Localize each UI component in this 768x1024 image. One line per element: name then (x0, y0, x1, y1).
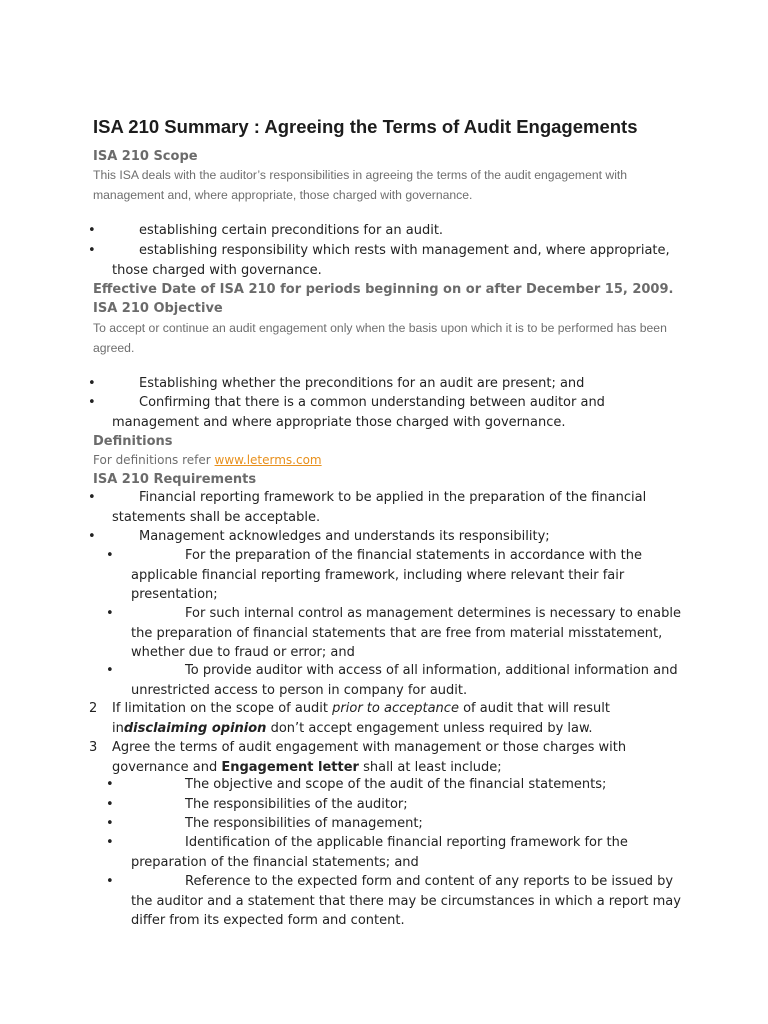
bullet-marker: • (106, 548, 114, 563)
requirement-numbered-3: 3 Agree the terms of audit engagement with management or those charges with governance and Engagement letter shall at least include; (89, 740, 627, 775)
objective-text: To accept or continue an audit engagement only when the basis upon which it is to be performed has been agreed. (93, 321, 667, 355)
requirement-numbered-2: 2 If limitation on the scope of audit prior to acceptance of audit that will result indisclaiming opinion don’t accept engagement unless required by law. (89, 701, 610, 736)
bullet-marker: • (106, 797, 114, 812)
effective-date: Effective Date of ISA 210 for periods beginning on or after December 15, 2009. (93, 282, 674, 297)
letter-sub-item-1: • The objective and scope of the audit of the financial statements; (131, 775, 683, 795)
requirement-sub-item-3: • To provide auditor with access of all information, additional information and unrestricted access to person in company for audit. (106, 663, 678, 698)
bullet-marker: • (106, 816, 114, 831)
number-marker: 3 (89, 740, 98, 755)
bullet-marker: • (106, 777, 114, 792)
bullet-marker: • (106, 835, 114, 850)
definitions-text: For definitions refer www.leterms.com (93, 453, 322, 467)
bullet-marker: • (106, 606, 114, 621)
scope-text: This ISA deals with the auditor’s responsibilities in agreeing the terms of the audit engagement with management and, where appropriate, those charged with governance. (93, 168, 628, 202)
requirement-sub-item-1: • For the preparation of the financial statements in accordance with the applicable financial reporting framework, including where relevant their fair presentation; (106, 548, 642, 602)
definitions-link[interactable]: www.leterms.com (214, 453, 322, 467)
objective-heading: ISA 210 Objective (93, 301, 223, 316)
requirement-item-1: • Financial reporting framework to be applied in the preparation of the financial statements shall be acceptable. (88, 490, 647, 525)
bullet-marker: • (88, 529, 96, 544)
scope-heading: ISA 210 Scope (93, 149, 198, 164)
objective-bullet-2: • Confirming that there is a common understanding between auditor and management and where appropriate those charged with governance. (88, 395, 605, 430)
requirements-heading: ISA 210 Requirements (93, 472, 257, 487)
requirement-sub-item-2: • For such internal control as management determines is necessary to enable the preparation of financial statements that are free from material misstatement, whether due to fraud or error; and (106, 606, 681, 660)
bullet-marker: • (88, 243, 96, 258)
page-title: ISA 210 Summary : Agreeing the Terms of Audit Engagements (93, 116, 638, 137)
letter-sub-item-3: • The responsibilities of management; (131, 814, 683, 834)
letter-sub-item-5: • Reference to the expected form and content of any reports to be issued by the auditor and a statement that there may be circumstances in which a report may differ from its expected form and content. (106, 874, 681, 928)
bullet-marker: • (106, 663, 114, 678)
scope-bullet-2: • establishing responsibility which rests with management and, where appropriate, those charged with governance. (88, 243, 670, 278)
bullet-marker: • (88, 490, 96, 505)
bullet-marker: • (88, 376, 96, 391)
letter-sub-item-2: • The responsibilities of the auditor; (131, 795, 683, 815)
bullet-marker: • (88, 395, 96, 410)
definitions-heading: Definitions (93, 434, 173, 449)
objective-bullet-1: • Establishing whether the preconditions for an audit are present; and (112, 374, 682, 394)
requirement-item-2: • Management acknowledges and understands its responsibility; (112, 527, 682, 547)
bullet-marker: • (88, 223, 96, 238)
letter-sub-item-4: • Identification of the applicable financial reporting framework for the preparation of the financial statements; and (106, 835, 628, 870)
scope-bullet-1: • establishing certain preconditions for an audit. (112, 221, 682, 241)
number-marker: 2 (89, 701, 98, 716)
bullet-marker: • (106, 874, 114, 889)
